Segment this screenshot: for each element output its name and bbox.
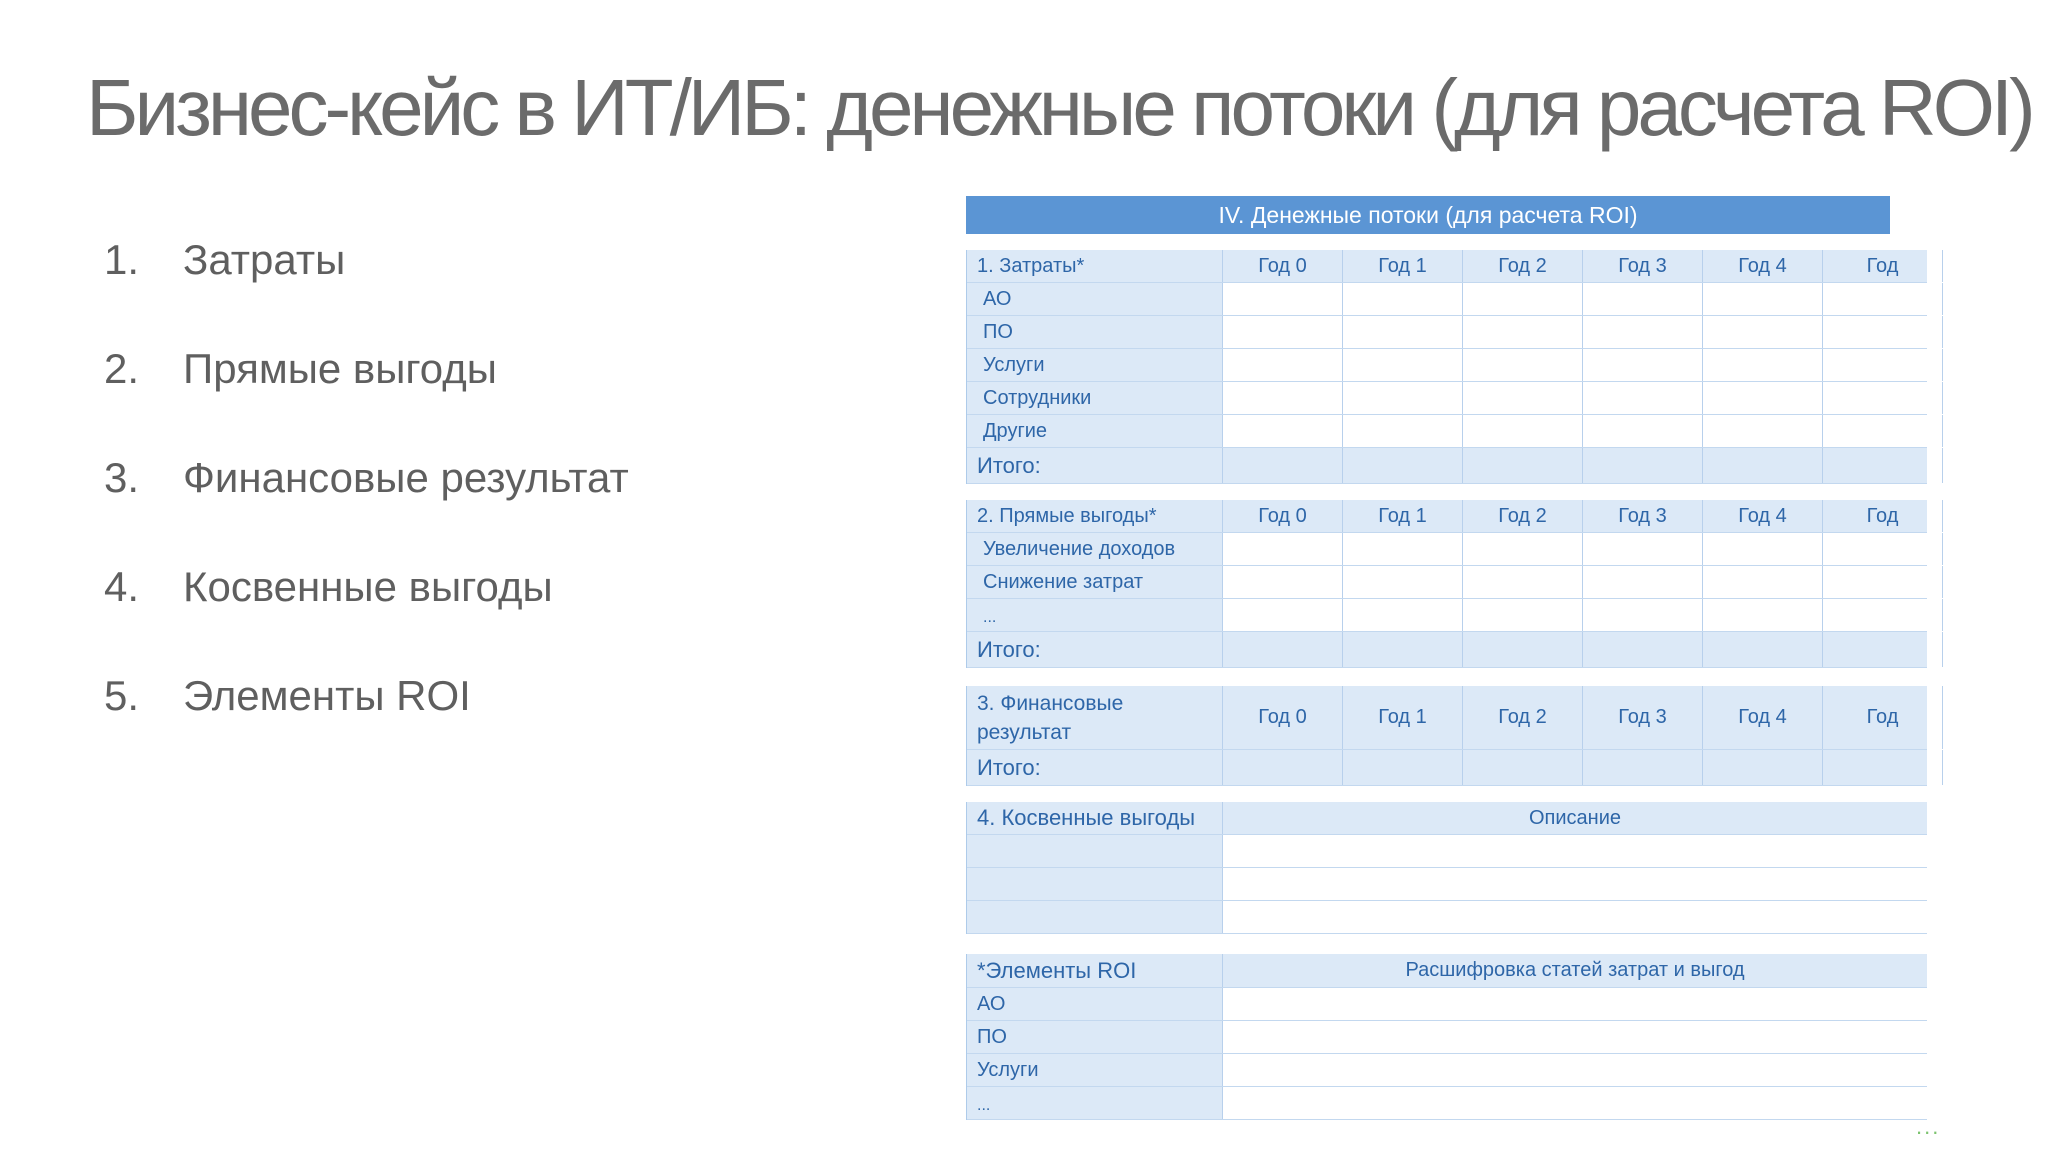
row-label: ПО [967,1021,1223,1053]
benefits-header: 2. Прямые выгоды* [967,500,1223,532]
table-row [967,566,1927,599]
row-label [967,835,1223,867]
row-label: АО [967,283,1223,315]
table-cell[interactable] [1583,599,1703,631]
year-header: Год 4 [1703,250,1823,282]
table-cell[interactable] [1583,566,1703,598]
table-cell[interactable] [1583,349,1703,381]
table-row [967,1054,1927,1087]
table-cell[interactable] [1343,533,1463,565]
table-cell[interactable] [1343,316,1463,348]
year-header: Год 1 [1343,500,1463,532]
financial-header-row [967,686,1927,750]
agenda-number: 5. [104,672,140,719]
total-cell[interactable] [1343,750,1463,785]
more-indicator[interactable]: ... [1916,1114,1941,1139]
row-label: Увеличение доходов [967,533,1223,565]
year-header: Год 1 [1343,686,1463,749]
roi-section [966,954,1927,1120]
table-cell[interactable] [1823,349,1943,381]
row-label: Снижение затрат [967,566,1223,598]
table-cell[interactable] [1463,382,1583,414]
table-cell[interactable] [1223,349,1343,381]
table-cell[interactable] [1223,599,1343,631]
benefits-total-row [967,632,1927,668]
row-label: Услуги [967,349,1223,381]
description-cell[interactable] [1223,1087,1927,1119]
year-header: Год 0 [1223,686,1343,749]
costs-header: 1. Затраты* [967,250,1223,282]
year-header: Год 2 [1463,686,1583,749]
costs-section [966,250,1927,484]
table-cell[interactable] [1223,382,1343,414]
agenda-text: Прямые выгоды [183,345,497,392]
total-label: Итого: [967,632,1223,667]
costs-total-row [967,448,1927,484]
agenda-list [104,236,629,781]
total-cell[interactable] [1703,632,1823,667]
description-cell[interactable] [1223,1054,1927,1086]
table-cell[interactable] [1583,533,1703,565]
table-cell[interactable] [1463,283,1583,315]
table-cell[interactable] [1463,599,1583,631]
table-cell[interactable] [1703,382,1823,414]
table-cell[interactable] [1823,415,1943,447]
table-cell[interactable] [1823,283,1943,315]
table-cell[interactable] [1823,316,1943,348]
table-cell[interactable] [1583,382,1703,414]
table-cell[interactable] [1223,533,1343,565]
table-cell[interactable] [1463,415,1583,447]
table-cell[interactable] [1463,349,1583,381]
table-cell[interactable] [1223,566,1343,598]
row-label [967,901,1223,933]
table-cell[interactable] [1823,382,1943,414]
table-row [967,316,1927,349]
total-cell[interactable] [1343,632,1463,667]
total-cell[interactable] [1823,632,1943,667]
total-cell[interactable] [1463,448,1583,483]
total-cell[interactable] [1823,448,1943,483]
agenda-text: Финансовые результат [183,454,629,501]
benefits-section [966,500,1927,668]
slide-title: Бизнес-кейс в ИТ/ИБ: денежные потоки (для расчета ROI) [86,63,2032,152]
agenda-number: 3. [104,454,140,501]
table-row [967,349,1927,382]
row-label: АО [967,988,1223,1020]
agenda-item [104,672,629,781]
table-row [967,835,1927,868]
table-cell[interactable] [1463,316,1583,348]
table-cell[interactable] [1463,566,1583,598]
row-label: ... [967,1087,1223,1119]
agenda-item [104,563,629,672]
table-cell[interactable] [1343,599,1463,631]
table-row [967,599,1927,632]
table-cell[interactable] [1823,599,1943,631]
table-cell[interactable] [1463,533,1583,565]
table-cell[interactable] [1703,283,1823,315]
table-cell[interactable] [1343,349,1463,381]
indirect-section [966,802,1927,934]
total-label: Итого: [967,448,1223,483]
agenda-number: 2. [104,345,140,392]
year-header: Год 3 [1583,686,1703,749]
row-label [967,868,1223,900]
year-header: Год [1823,686,1943,749]
table-cell[interactable] [1703,415,1823,447]
table-cell[interactable] [1343,382,1463,414]
table-cell[interactable] [1583,316,1703,348]
year-header: Год 0 [1223,250,1343,282]
agenda-text: Элементы ROI [183,672,471,719]
agenda-text: Затраты [183,236,346,283]
total-cell[interactable] [1583,448,1703,483]
total-cell[interactable] [1583,632,1703,667]
table-cell[interactable] [1583,415,1703,447]
table-cell[interactable] [1703,349,1823,381]
agenda-number: 4. [104,563,140,610]
table-cell[interactable] [1823,566,1943,598]
table-cell[interactable] [1343,566,1463,598]
table-row [967,1087,1927,1120]
total-cell[interactable] [1703,448,1823,483]
table-cell[interactable] [1703,566,1823,598]
row-label: ... [967,599,1223,631]
agenda-number: 1. [104,236,140,283]
table-cell[interactable] [1703,599,1823,631]
table-cell[interactable] [1223,415,1343,447]
total-cell[interactable] [1463,750,1583,785]
total-cell[interactable] [1223,448,1343,483]
cash-flow-sheet [966,196,1899,1122]
sheet-title: IV. Денежные потоки (для расчета ROI) [966,196,1890,234]
year-header: Год 2 [1463,250,1583,282]
table-cell[interactable] [1823,533,1943,565]
table-cell[interactable] [1703,533,1823,565]
total-cell[interactable] [1343,448,1463,483]
table-row [967,901,1927,934]
table-cell[interactable] [1223,283,1343,315]
table-cell[interactable] [1343,415,1463,447]
row-label: Другие [967,415,1223,447]
costs-header-row [967,250,1927,283]
year-header: Год 4 [1703,686,1823,749]
year-header: Год [1823,250,1943,282]
table-row [967,533,1927,566]
total-cell[interactable] [1583,750,1703,785]
total-cell[interactable] [1823,750,1943,785]
roi-header-row [967,954,1927,988]
table-row [967,988,1927,1021]
agenda-item [104,345,629,454]
description-header: Описание [1528,806,1622,829]
description-cell[interactable] [1223,901,1927,933]
table-cell[interactable] [1343,283,1463,315]
description-cell[interactable] [1223,868,1927,900]
total-cell[interactable] [1703,750,1823,785]
benefits-header-row [967,500,1927,533]
year-header: Год 3 [1583,500,1703,532]
year-header: Год 4 [1703,500,1823,532]
table-cell[interactable] [1223,316,1343,348]
indirect-header: 4. Косвенные выгоды [967,802,1223,834]
table-row [967,415,1927,448]
row-label: ПО [967,316,1223,348]
table-cell[interactable] [1703,316,1823,348]
total-cell[interactable] [1463,632,1583,667]
year-header: Год [1823,500,1943,532]
total-label: Итого: [967,750,1223,785]
roi-header: *Элементы ROI [967,954,1223,987]
financial-header: 3. Финансовые результат [967,686,1223,749]
table-row [967,283,1927,316]
indirect-header-row [967,802,1927,835]
agenda-item [104,454,629,563]
agenda-text: Косвенные выгоды [183,563,553,610]
roi-description-header: Расшифровка статей затрат и выгод [1405,959,1745,981]
table-row [967,1021,1927,1054]
year-header: Год 2 [1463,500,1583,532]
year-header: Год 0 [1223,500,1343,532]
agenda-item [104,236,629,345]
table-row [967,382,1927,415]
row-label: Услуги [967,1054,1223,1086]
description-cell[interactable] [1223,835,1927,867]
description-cell[interactable] [1223,1021,1927,1053]
table-row [967,868,1927,901]
row-label: Сотрудники [967,382,1223,414]
year-header: Год 1 [1343,250,1463,282]
total-cell[interactable] [1223,632,1343,667]
total-cell[interactable] [1223,750,1343,785]
year-header: Год 3 [1583,250,1703,282]
table-cell[interactable] [1583,283,1703,315]
financial-section [966,686,1927,786]
description-cell[interactable] [1223,988,1927,1020]
financial-total-row [967,750,1927,786]
